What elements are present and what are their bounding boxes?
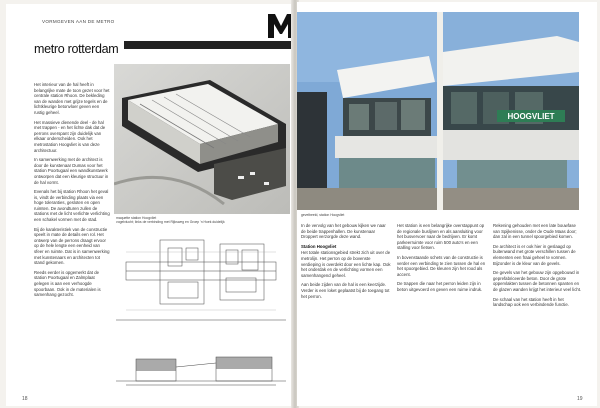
paragraph: Het station is een belangrijke overstappunt op de regionale buslijnen en als aansluiting voor het busvervoer naar de bedrijven. Er komt parkeerruimte voor ruim 500 auto's en een stalling voor fietsen.: [397, 223, 485, 251]
paragraph: Het totale stationsgebied strekt zich uit over de metrolijn. Het perron op de bovenste verdieping is overdekt door een lichte kap. Ook het onderdak en de verlichting vormen een samenhangend geheel.: [301, 250, 391, 278]
title-rule: [124, 41, 293, 49]
paragraph: In bovenstaande schets van de constructie is verder een verbinding te zien tussen de hal en het spoorgebied. De kleuren zijn het rood als accent.: [397, 254, 486, 277]
paragraph: Aan beide zijden van de hal is een keerzijde. Verder is een loket geplaatst bij de toegang tot het perron.: [301, 282, 390, 299]
paragraph: In samenwerking met de architect is door de kunstenaar Dumas voor het station Poortugaal een wandkunstwerk ontworpen dat een kleurige structuur in de hal vormt.: [34, 157, 109, 185]
paragraph: Bij de karakteristiek van de constructie speelt in mate de details een rol. Het ontwerp van de perrons draagt ervoor op de hele lengte een eenheid van sfeer en ruimte. Dat is in samenwerking met kunstenaars en architecten tot stand gekomen.: [34, 226, 110, 266]
right-text-column-2: [397, 223, 487, 399]
right-text-column-3: [493, 223, 583, 399]
section-label: VORMGEVEN AAN DE METRO: [42, 19, 115, 24]
paragraph: De schaal van het station heeft in het landschap ook een verbindende functie.: [493, 296, 569, 308]
station-photo: [297, 12, 579, 210]
photo-caption: gevelbeeld, station Hoogvliet: [301, 213, 345, 217]
paragraph: Rekening gehouden met een late bouwfase van Spijkenisse, onder de Oude Maas door; dan zal in een tunnel spoorgebied komen.: [493, 223, 577, 240]
paragraph: Het interieur van de hal heeft in belangrijke mate de toon gezet voor het centrale station Rhoon. De bekleding van de wanden met grijze tegels en de lichtkleurige betonvloer geven een rustig geheel.: [34, 82, 110, 115]
paragraph: De architect is er ook hier in geslaagd op buitenwand met grote verschillen tussen de elementen een fraai geheel te vormen. Bijzonder is de kleur van de gevels.: [493, 243, 576, 266]
paragraph: Evenals het bij station Rhoon het geval is, vindt de verbinding plaats via een hoge toleranties, gesloten en open ruimten. De avondturen zullen de stations met de licht verlichte verlichting een schakel vormen met de stad.: [34, 189, 110, 223]
paragraph: Het massieve dienende deel - de hal met trappen - en het lichte dak dat de perrons overspant zijn duidelijk van elkaar onderscheiden. Ook het metrostation Hoogvliet is van deze architectuur.: [34, 119, 106, 153]
station-sign: HOOGVLIET: [507, 112, 555, 121]
paragraph: Reeds eerder is opgemerkt dat de station Poortugaal en Zalmplaat gelegen is aan een verhoogde spoorbaan. Ook in de materialen is samenhang gezocht.: [34, 269, 101, 298]
left-page: [6, 4, 293, 406]
page-number-right: 19: [577, 396, 583, 402]
paragraph: De gevels van het gebouw zijn opgebouwd in geprefabriceerde beton. Door de grote oppervlakten tussen de betonnen spanten en de glazen wanden krijgt het interieur veel licht.: [493, 270, 582, 292]
paragraph: De trappen die naar het perron leiden zijn in beton uitgevoerd en geven een ruime indruk.: [397, 281, 483, 292]
subheading: Station Hoogvliet: [301, 243, 337, 249]
right-page: [297, 2, 597, 406]
metro-logo: [268, 12, 293, 38]
paragraph: In de vervolg van het gebouw kijken we naar de beide trappenhallen. De kunstenaar Droppert verzorgde deze wand.: [301, 223, 386, 240]
model-photo: [114, 64, 290, 214]
right-text-column-1: [301, 223, 391, 399]
figure-caption: maquette station Hoogvliet vogelvlucht; links de verbinding met Rijksweg en Groep 'n Hoek duidelijk: [116, 216, 225, 225]
floor-plan-drawing: [116, 232, 286, 342]
left-text-column-1: [34, 82, 110, 402]
section-drawing: [116, 349, 286, 391]
page-title: metro rotterdam: [34, 42, 119, 56]
page-number-left: 18: [22, 396, 28, 402]
